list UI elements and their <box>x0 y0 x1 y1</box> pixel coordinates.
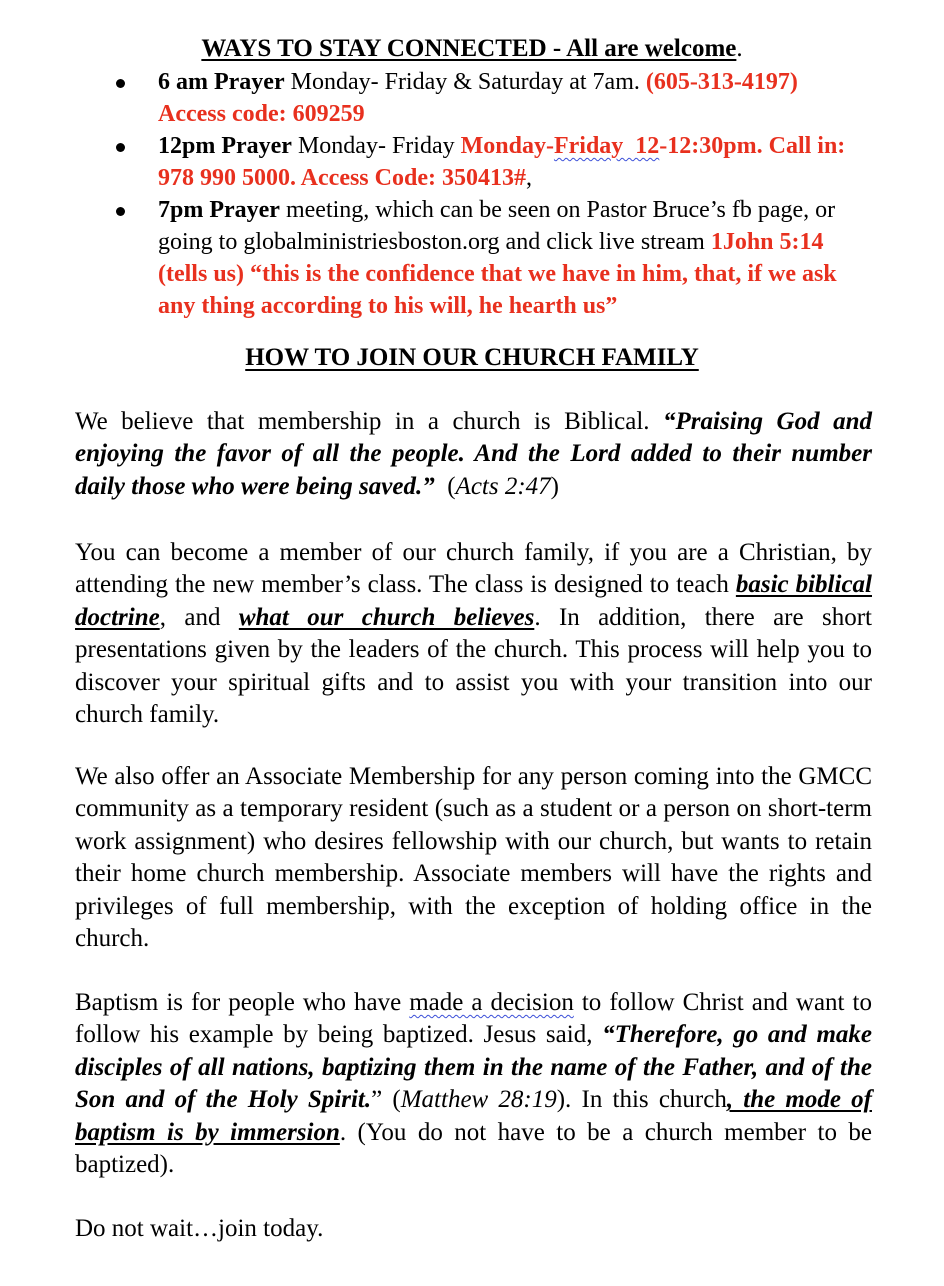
join-church-heading: HOW TO JOIN OUR CHURCH FAMILY <box>245 344 699 371</box>
list-item-12pm-prayer: 12pm Prayer Monday- Friday Monday-Friday 12-12:30pm. Call in: 978 990 5000. Access Code: 350413#, <box>108 130 868 194</box>
associate-membership-paragraph: We also offer an Associate Membership for any person coming into the GMCC community as a temporary resident (such as a student or a person on short-term work assignment) who desires fellowship with our church, but wants to retain their home church membership. Associate members will have the rights and privileges of full membership, with the exception of holding office in the church. <box>75 763 872 953</box>
bullet-icon <box>116 207 125 216</box>
membership-paragraph: We believe that membership in a church is Biblical. “Praising God and enjoying the favor of all the people. And the Lord added to their number daily those who were being saved.” (Acts 2:47) <box>75 408 873 500</box>
prayer-list <box>108 66 868 322</box>
bullet-icon <box>116 79 125 88</box>
list-item-7pm-prayer: 7pm Prayer meeting, which can be seen on Pastor Bruce’s fb page, or going to globalministriesboston.org and click live stream 1John 5:14 (tells us) “this is the confidence that we have in him, that, if we ask any thing according to his will, he hearth us” <box>108 194 868 322</box>
list-item-6am-prayer: 6 am Prayer Monday- Friday & Saturday at 7am. (605-313-4197) Access code: 609259 <box>108 66 868 130</box>
bullet-icon <box>116 143 125 152</box>
new-member-class-paragraph: You can become a member of our church family, if you are a Christian, by attending the new member’s class. The class is designed to teach basic biblical doctrine, and what our church believes. In addition, there are short presentations given by the leaders of the church. This process will help you to discover your spiritual gifts and to assist you with your transition into our church family. <box>75 539 872 729</box>
closing-line: Do not wait…join today. <box>75 1215 324 1242</box>
stay-connected-heading: WAYS TO STAY CONNECTED - All are welcome. <box>201 35 743 62</box>
baptism-paragraph: Baptism is for people who have made a decision to follow Christ and want to follow his example by being baptized. Jesus said, “Therefore, go and make disciples of all nations, baptizing them in the name of the Father, and of the Son and of the Holy Spirit.” (Matthew 28:19). In this church, the mode of baptism is by immersion. (You do not have to be a church member to be baptized). <box>75 989 872 1179</box>
